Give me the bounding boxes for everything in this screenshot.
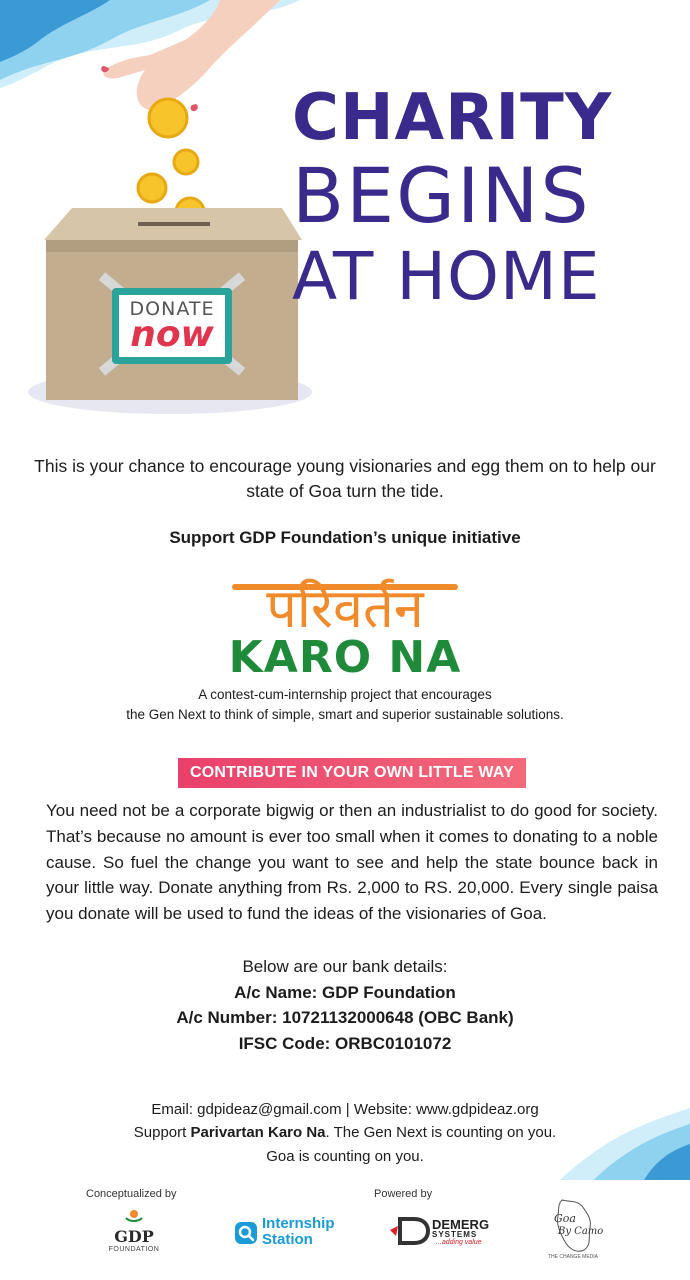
hand-icon: [101, 0, 280, 111]
initiative-tagline: [30, 685, 660, 726]
conceptualized-label: Conceptualized by: [86, 1188, 177, 1200]
bank-ifsc-code: IFSC Code: ORBC0101072: [238, 1033, 452, 1053]
bank-account-name: A/c Name: GDP Foundation: [234, 982, 456, 1002]
support-suffix: . The Gen Next is counting on you.: [325, 1124, 557, 1142]
gdp-foundation-logo: [106, 1208, 162, 1253]
goa-counting-line: Goa is counting on you.: [266, 1147, 424, 1165]
goa-logo-line-1: Goa: [554, 1212, 576, 1225]
internship-station-logo: [234, 1216, 354, 1250]
contribute-banner: CONTRIBUTE IN YOUR OWN LITTLE WAY: [178, 758, 526, 788]
support-line: [30, 1121, 660, 1144]
bank-intro: Below are our bank details:: [242, 957, 448, 976]
support-prefix: Support: [133, 1124, 191, 1142]
coin-icon: [174, 150, 198, 174]
gdp-logo-text: GDP: [114, 1227, 154, 1246]
donate-label: DONATE: [129, 298, 215, 320]
email-website-line[interactable]: Email: gdpideaz@gmail.com | Website: www.gdpideaz.org: [151, 1101, 539, 1118]
bank-account-number: A/c Number: 10721132000648 (OBC Bank): [176, 1008, 514, 1027]
search-icon: [234, 1221, 258, 1245]
headline-line-1: CHARITY: [292, 81, 613, 155]
demerg-logo-mark: [388, 1216, 430, 1246]
headline: [292, 81, 662, 315]
goa-by-camo-logo: [548, 1198, 608, 1264]
tagline-line-1: A contest-cum-internship project that encourages: [198, 687, 492, 702]
support-heading: Support GDP Foundation’s unique initiative: [169, 528, 521, 547]
headline-line-3: AT HOME: [292, 238, 601, 315]
bank-details: [30, 954, 660, 1056]
demerg-line-2: SYSTEMS: [432, 1230, 478, 1239]
body-paragraph: You need not be a corporate bigwig or then an industrialist to do good for society. That’s because no amount is ever too small when it comes to donating to a noble cause. So fuel the change you want to see and help the state bounce back in your little way. Donate anything from Rs. 2,000 to RS. 20,000. Every single paisa you donate will be used to fund the ideas of the visionaries of Goa.: [46, 801, 658, 924]
demerg-systems-logo: [388, 1216, 508, 1248]
now-label: now: [130, 314, 214, 355]
contact-section: [30, 1098, 660, 1168]
goa-logo-sub: THE CHANGE MEDIA: [548, 1254, 599, 1260]
hindi-title-text: परिवर्तन: [266, 577, 424, 640]
headline-line-2: BEGINS: [292, 151, 591, 240]
coin-icon: [149, 99, 187, 137]
internship-line-2: Station: [262, 1231, 313, 1248]
karo-na-title: KARO NA: [228, 632, 462, 683]
internship-line-1: Internship: [262, 1215, 335, 1232]
coin-icon: [138, 174, 166, 202]
support-bold: Parivartan Karo Na: [190, 1124, 326, 1142]
gdp-logo-sub: FOUNDATION: [108, 1246, 160, 1253]
tagline-line-2: the Gen Next to think of simple, smart and superior sustainable solutions.: [126, 707, 564, 723]
goa-logo-line-2: By Camo: [558, 1226, 604, 1237]
demerg-tagline: ...adding value: [436, 1239, 482, 1246]
powered-label: Powered by: [374, 1188, 433, 1200]
donation-illustration: [20, 0, 320, 430]
demerg-line-1: DEMERG: [432, 1217, 490, 1232]
intro-text: This is your chance to encourage young visionaries and egg them on to help our state of Goa turn the tide.: [34, 456, 656, 502]
